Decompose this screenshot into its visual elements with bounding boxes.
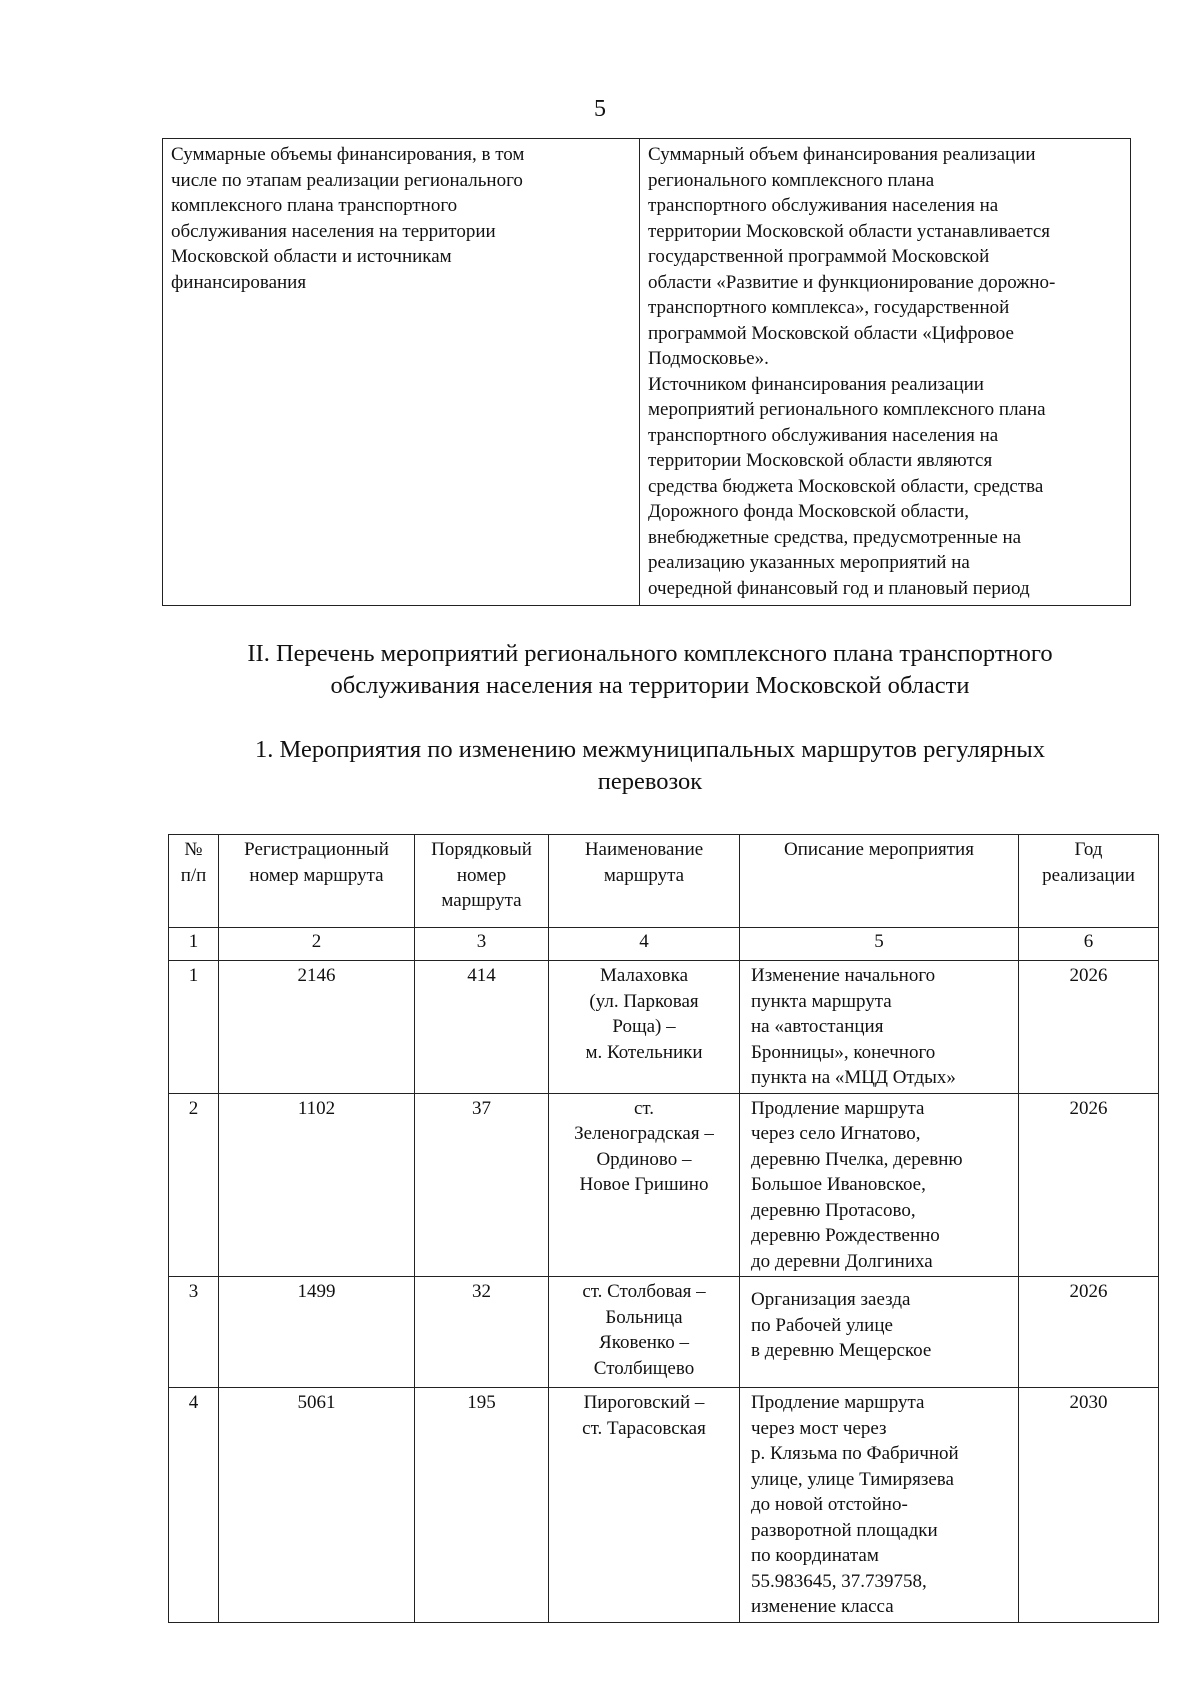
description-line: до деревни Долгиниха [751,1250,933,1272]
route-name-line: Столбищево [593,1357,695,1379]
description-line: в деревню Мещерское [751,1340,932,1361]
route-name-line: Ординово – [596,1148,692,1170]
header-cell-number [169,835,219,928]
reg-number-cell: 1499 [219,1277,415,1388]
description-line: Продление маршрута [751,1097,925,1119]
header-line: маршрута [603,864,685,886]
summary-row [163,139,1131,606]
header-line: маршрута [441,890,522,911]
route-name-line: (ул. Парковая [589,990,699,1012]
summary-value-line: регионального комплексного плана [648,169,935,191]
year-cell: 2030 [1019,1388,1159,1623]
route-name-line: ст. Тарасовская [582,1417,706,1439]
summary-value-line: транспортного обслуживания населения на [648,195,999,216]
reg-number-cell: 2146 [219,961,415,1094]
summary-value-line: мероприятий регионального комплексного плана [648,399,1046,420]
column-number-cell: 4 [549,928,740,961]
financing-summary-table [162,138,1131,606]
column-number-cell: 3 [415,928,549,961]
description-line: пункта на «МЦД Отдых» [751,1067,956,1088]
column-number-cell: 6 [1019,928,1159,961]
row-number-cell: 1 [169,961,219,1094]
header-line: номер [456,864,507,886]
year-cell: 2026 [1019,1093,1159,1277]
summary-label-line: комплексного плана транспортного [171,195,458,216]
description-line: Большое Ивановское, [751,1174,926,1195]
summary-value-cell [640,139,1131,606]
row-number-cell: 4 [169,1388,219,1623]
order-number-cell: 195 [415,1388,549,1623]
table-row [169,1277,1159,1388]
description-line: разворотной площадки [751,1519,938,1541]
header-line: Год [1074,839,1103,860]
summary-value-line: Подмосковье». [648,348,769,369]
header-line: № [184,839,203,860]
column-number-cell: 5 [740,928,1019,961]
summary-label-line: обслуживания населения на территории [171,220,496,242]
column-number-cell: 2 [219,928,415,961]
route-name-cell [549,961,740,1094]
description-line: пункта маршрута [751,990,892,1012]
subsection-title-line: перевозок [597,768,703,795]
description-line: деревню Рождественно [751,1225,940,1246]
year-cell: 2026 [1019,1277,1159,1388]
header-line: Порядковый [431,839,532,860]
description-line: изменение класса [751,1596,894,1617]
subsection-title [150,734,1150,798]
header-cell-description [740,835,1019,928]
year-cell: 2026 [1019,961,1159,1094]
description-line: по координатам [751,1545,879,1566]
subsection-title-line: 1. Мероприятия по изменению межмуниципальных маршрутов регулярных [254,736,1046,763]
route-name-line: м. Котельники [585,1041,703,1063]
route-name-line: Пироговский – [583,1392,705,1413]
route-name-line: Больница [605,1306,683,1328]
summary-label-cell [163,139,640,606]
order-number-cell: 37 [415,1093,549,1277]
summary-value-line: программой Московской области «Цифровое [648,322,1014,344]
summary-value-line: Дорожного фонда Московской области, [648,501,970,522]
table-row [169,961,1159,1094]
reg-number-cell: 5061 [219,1388,415,1623]
description-line: Продление маршрута [751,1392,925,1413]
route-name-line: ст. Столбовая – [582,1281,706,1302]
description-cell [740,1093,1019,1277]
description-line: деревню Пчелка, деревню [751,1148,963,1170]
description-line: Бронницы», конечного [751,1041,936,1063]
route-name-cell [549,1277,740,1388]
summary-value-line: реализацию указанных мероприятий на [648,552,970,573]
description-line: Организация заезда [751,1289,911,1310]
route-name-line: Новое Гришино [579,1174,709,1195]
route-name-cell [549,1093,740,1277]
summary-value-line: очередной финансовый год и плановый период [648,577,1030,599]
description-line: по Рабочей улице [751,1314,893,1336]
row-number-cell: 3 [169,1277,219,1388]
description-line: 55.983645, 37.739758, [751,1570,927,1592]
header-line: реализации [1042,864,1135,886]
route-name-line: ст. [633,1097,655,1119]
header-line: Регистрационный [244,839,389,860]
description-line: на «автостанция [751,1016,884,1037]
summary-label-line: Суммарные объемы финансирования, в том [171,144,525,165]
description-line: через мост через [751,1417,887,1439]
summary-label-line: финансирования [171,271,307,293]
order-number-cell: 414 [415,961,549,1094]
description-line: через село Игнатово, [751,1123,921,1144]
route-name-line: Зеленоградская – [574,1123,714,1144]
summary-value-line: транспортного обслуживания населения на [648,424,999,446]
summary-value-line: области «Развитие и функционирование дорожно- [648,271,1056,293]
table-header-row [169,835,1159,928]
column-number-cell: 1 [169,928,219,961]
header-cell-route-name [549,835,740,928]
summary-label-line: числе по этапам реализации регионального [171,169,523,191]
summary-value-line: территории Московской области устанавливается [648,220,1051,242]
description-line: р. Клязьма по Фабричной [751,1443,959,1464]
description-line: улице, улице Тимирязева [751,1468,954,1490]
summary-value-line: Суммарный объем финансирования реализации [648,144,1036,165]
reg-number-cell: 1102 [219,1093,415,1277]
row-number-cell: 2 [169,1093,219,1277]
route-name-line: Малаховка [599,965,689,986]
description-line: до новой отстойно- [751,1494,908,1515]
summary-value-line: территории Московской области являются [648,450,993,471]
section-title-line: II. Перечень мероприятий регионального комплексного плана транспортного [247,640,1053,667]
description-line: деревню Протасово, [751,1199,916,1221]
routes-table [168,834,1159,1623]
header-line: Наименование [584,839,704,860]
header-cell-reg-number [219,835,415,928]
summary-value-line: внебюджетные средства, предусмотренные на [648,526,1022,548]
description-line: Изменение начального [751,965,936,986]
route-name-line: Роща) – [612,1016,676,1037]
header-line: номер маршрута [249,864,384,886]
summary-value-line: транспортного комплекса», государственной [648,297,1010,318]
page-number: 5 [594,96,606,122]
description-cell [740,961,1019,1094]
header-cell-order-number [415,835,549,928]
description-cell [740,1277,1019,1388]
table-row [169,1388,1159,1623]
header-line: п/п [180,864,207,886]
route-name-line: Яковенко – [599,1332,689,1353]
header-cell-year [1019,835,1159,928]
summary-value-line: государственной программой Московской [648,246,990,267]
route-name-cell [549,1388,740,1623]
section-title [150,638,1150,702]
column-number-row [169,928,1159,961]
header-line: Описание мероприятия [784,839,974,860]
description-cell [740,1388,1019,1623]
summary-label-line: Московской области и источникам [171,246,452,267]
summary-value-line: средства бюджета Московской области, средства [648,475,1044,497]
table-row [169,1093,1159,1277]
summary-value-line: Источником финансирования реализации [648,373,984,395]
section-title-line: обслуживания населения на территории Московской области [330,672,970,699]
order-number-cell: 32 [415,1277,549,1388]
